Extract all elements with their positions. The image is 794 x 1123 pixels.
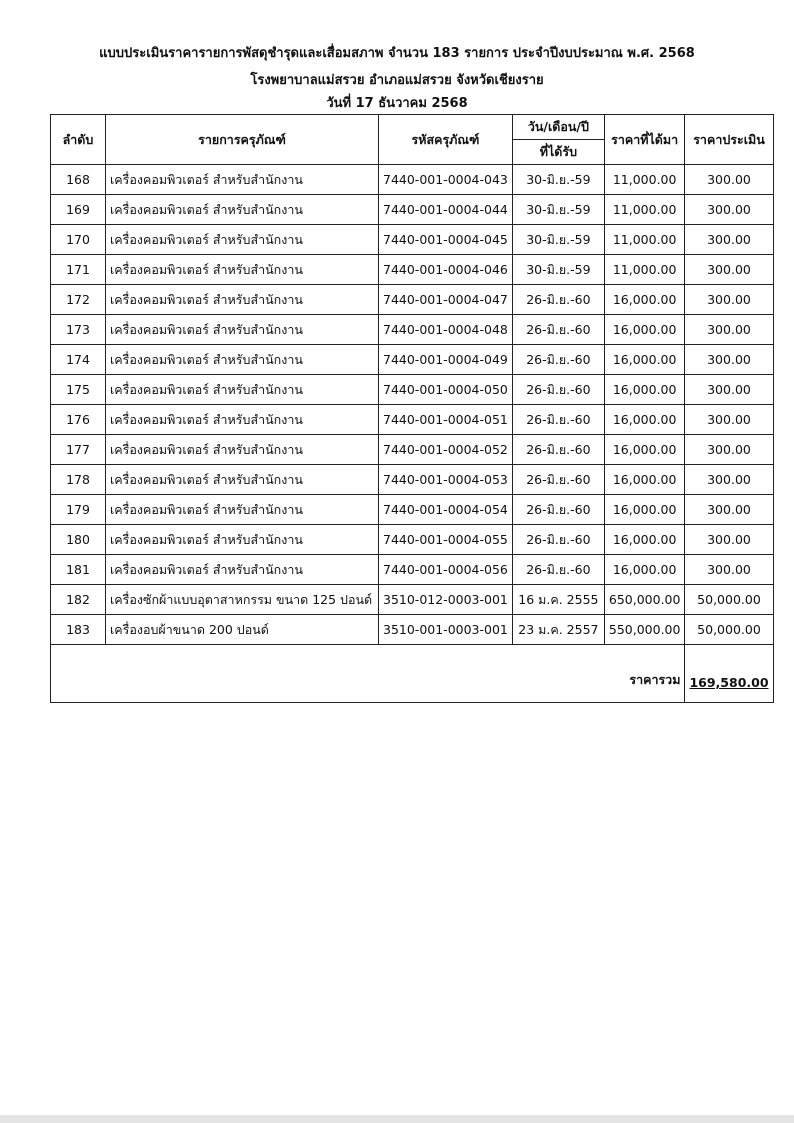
table-row: [51, 255, 774, 285]
col-header-date-top: วัน/เดือน/ปี: [512, 115, 604, 140]
cell-appraised: 300.00: [685, 555, 773, 585]
cell-price: 16,000.00: [604, 465, 685, 495]
col-header-item: รายการครุภัณฑ์: [106, 115, 379, 165]
cell-code: 3510-012-0003-001: [379, 585, 513, 615]
total-value-cell: [685, 645, 773, 703]
cell-price: 16,000.00: [604, 435, 685, 465]
cell-item: เครื่องคอมพิวเตอร์ สำหรับสำนักงาน: [106, 375, 379, 405]
cell-code: 7440-001-0004-052: [379, 435, 513, 465]
cell-date: 30-มิ.ย.-59: [512, 195, 604, 225]
cell-code: 7440-001-0004-053: [379, 465, 513, 495]
cell-no: 171: [51, 255, 106, 285]
cell-date: 30-มิ.ย.-59: [512, 225, 604, 255]
col-header-code: รหัสครุภัณฑ์: [379, 115, 513, 165]
cell-date: 26-มิ.ย.-60: [512, 375, 604, 405]
cell-date: 26-มิ.ย.-60: [512, 525, 604, 555]
cell-price: 16,000.00: [604, 405, 685, 435]
cell-date: 26-มิ.ย.-60: [512, 285, 604, 315]
cell-price: 16,000.00: [604, 555, 685, 585]
cell-no: 180: [51, 525, 106, 555]
cell-appraised: 300.00: [685, 225, 773, 255]
cell-appraised: 300.00: [685, 405, 773, 435]
cell-date: 26-มิ.ย.-60: [512, 345, 604, 375]
cell-no: 168: [51, 165, 106, 195]
cell-no: 169: [51, 195, 106, 225]
cell-no: 170: [51, 225, 106, 255]
cell-date: 26-มิ.ย.-60: [512, 555, 604, 585]
cell-code: 7440-001-0004-046: [379, 255, 513, 285]
cell-price: 16,000.00: [604, 375, 685, 405]
table-row: [51, 165, 774, 195]
cell-item: เครื่องคอมพิวเตอร์ สำหรับสำนักงาน: [106, 225, 379, 255]
cell-appraised: 50,000.00: [685, 615, 773, 645]
cell-appraised: 300.00: [685, 345, 773, 375]
cell-appraised: 300.00: [685, 285, 773, 315]
document-title: แบบประเมินราคารายการพัสดุชำรุดและเสื่อมสภาพ จำนวน 183 รายการ ประจำปีงบประมาณ พ.ศ. 2568: [99, 46, 695, 61]
cell-appraised: 300.00: [685, 255, 773, 285]
cell-item: เครื่องคอมพิวเตอร์ สำหรับสำนักงาน: [106, 465, 379, 495]
cell-no: 179: [51, 495, 106, 525]
cell-code: 7440-001-0004-047: [379, 285, 513, 315]
asset-appraisal-table: [50, 114, 774, 703]
cell-code: 7440-001-0004-043: [379, 165, 513, 195]
cell-date: 26-มิ.ย.-60: [512, 495, 604, 525]
total-value: 169,580.00: [689, 675, 769, 690]
cell-code: 7440-001-0004-051: [379, 405, 513, 435]
cell-no: 174: [51, 345, 106, 375]
table-row: [51, 495, 774, 525]
cell-no: 172: [51, 285, 106, 315]
cell-price: 16,000.00: [604, 345, 685, 375]
cell-appraised: 300.00: [685, 435, 773, 465]
cell-code: 7440-001-0004-055: [379, 525, 513, 555]
table-row: [51, 405, 774, 435]
cell-item: เครื่องคอมพิวเตอร์ สำหรับสำนักงาน: [106, 495, 379, 525]
col-header-appraised: ราคาประเมิน: [685, 115, 773, 165]
cell-date: 16 ม.ค. 2555: [512, 585, 604, 615]
col-header-no: ลำดับ: [51, 115, 106, 165]
cell-code: 7440-001-0004-056: [379, 555, 513, 585]
cell-code: 7440-001-0004-045: [379, 225, 513, 255]
cell-price: 11,000.00: [604, 255, 685, 285]
cell-no: 173: [51, 315, 106, 345]
cell-code: 7440-001-0004-048: [379, 315, 513, 345]
table-row: [51, 615, 774, 645]
col-header-date-bottom: ที่ได้รับ: [512, 140, 604, 165]
cell-item: เครื่องคอมพิวเตอร์ สำหรับสำนักงาน: [106, 165, 379, 195]
cell-date: 30-มิ.ย.-59: [512, 255, 604, 285]
total-row: [51, 645, 774, 703]
cell-date: 23 ม.ค. 2557: [512, 615, 604, 645]
table-row: [51, 315, 774, 345]
table-row: [51, 225, 774, 255]
cell-price: 16,000.00: [604, 495, 685, 525]
cell-appraised: 300.00: [685, 465, 773, 495]
table-row: [51, 465, 774, 495]
cell-code: 7440-001-0004-044: [379, 195, 513, 225]
cell-code: 7440-001-0004-054: [379, 495, 513, 525]
table-row: [51, 525, 774, 555]
cell-date: 26-มิ.ย.-60: [512, 315, 604, 345]
cell-item: เครื่องคอมพิวเตอร์ สำหรับสำนักงาน: [106, 255, 379, 285]
cell-appraised: 300.00: [685, 195, 773, 225]
table-row: [51, 585, 774, 615]
cell-no: 175: [51, 375, 106, 405]
cell-appraised: 300.00: [685, 375, 773, 405]
cell-item: เครื่องคอมพิวเตอร์ สำหรับสำนักงาน: [106, 555, 379, 585]
cell-price: 11,000.00: [604, 225, 685, 255]
cell-date: 26-มิ.ย.-60: [512, 405, 604, 435]
cell-item: เครื่องคอมพิวเตอร์ สำหรับสำนักงาน: [106, 345, 379, 375]
cell-item: เครื่องคอมพิวเตอร์ สำหรับสำนักงาน: [106, 525, 379, 555]
cell-item: เครื่องซักผ้าแบบอุตาสาหกรรม ขนาด 125 ปอนด์: [106, 585, 379, 615]
table-body: [51, 165, 774, 645]
table-row: [51, 555, 774, 585]
cell-code: 7440-001-0004-050: [379, 375, 513, 405]
cell-price: 550,000.00: [604, 615, 685, 645]
table-row: [51, 285, 774, 315]
cell-price: 11,000.00: [604, 165, 685, 195]
cell-no: 181: [51, 555, 106, 585]
cell-code: 7440-001-0004-049: [379, 345, 513, 375]
col-header-price: ราคาที่ได้มา: [604, 115, 685, 165]
hospital-name: โรงพยาบาลแม่สรวย อำเภอแม่สรวย จังหวัดเชียงราย: [250, 73, 544, 88]
cell-item: เครื่องคอมพิวเตอร์ สำหรับสำนักงาน: [106, 405, 379, 435]
total-label: ราคารวม: [51, 645, 685, 703]
cell-price: 16,000.00: [604, 525, 685, 555]
cell-item: เครื่องคอมพิวเตอร์ สำหรับสำนักงาน: [106, 435, 379, 465]
cell-appraised: 300.00: [685, 165, 773, 195]
cell-date: 30-มิ.ย.-59: [512, 165, 604, 195]
cell-date: 26-มิ.ย.-60: [512, 435, 604, 465]
cell-no: 182: [51, 585, 106, 615]
page-bottom-edge: [0, 1115, 794, 1123]
cell-no: 183: [51, 615, 106, 645]
cell-price: 11,000.00: [604, 195, 685, 225]
cell-price: 16,000.00: [604, 315, 685, 345]
cell-item: เครื่องคอมพิวเตอร์ สำหรับสำนักงาน: [106, 315, 379, 345]
table-row: [51, 375, 774, 405]
cell-appraised: 300.00: [685, 495, 773, 525]
cell-item: เครื่องคอมพิวเตอร์ สำหรับสำนักงาน: [106, 195, 379, 225]
table-row: [51, 435, 774, 465]
cell-item: เครื่องคอมพิวเตอร์ สำหรับสำนักงาน: [106, 285, 379, 315]
cell-appraised: 50,000.00: [685, 585, 773, 615]
cell-appraised: 300.00: [685, 525, 773, 555]
cell-no: 178: [51, 465, 106, 495]
cell-appraised: 300.00: [685, 315, 773, 345]
cell-price: 16,000.00: [604, 285, 685, 315]
table-row: [51, 195, 774, 225]
cell-no: 177: [51, 435, 106, 465]
table-row: [51, 345, 774, 375]
cell-code: 3510-001-0003-001: [379, 615, 513, 645]
cell-item: เครื่องอบผ้าขนาด 200 ปอนด์: [106, 615, 379, 645]
cell-price: 650,000.00: [604, 585, 685, 615]
document-date: วันที่ 17 ธันวาคม 2568: [326, 96, 468, 111]
cell-no: 176: [51, 405, 106, 435]
cell-date: 26-มิ.ย.-60: [512, 465, 604, 495]
